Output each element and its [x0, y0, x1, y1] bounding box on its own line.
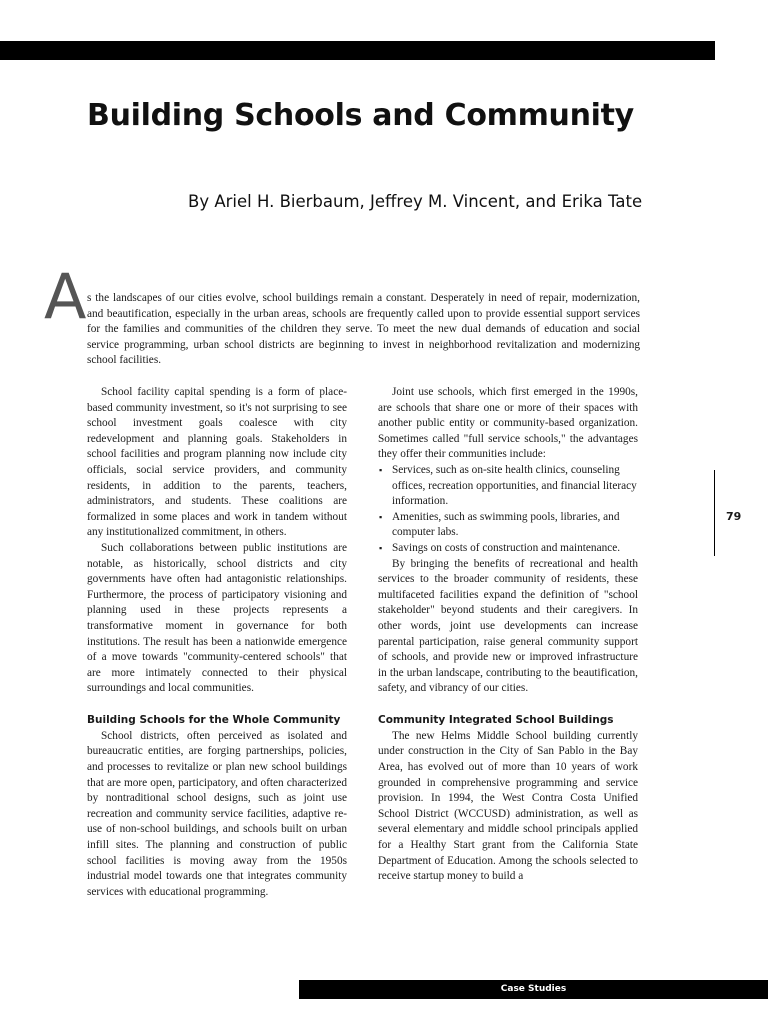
list-item: ▪ Amenities, such as swimming pools, libraries, and computer labs.	[378, 510, 638, 541]
intro-paragraph: s the landscapes of our cities evolve, school buildings remain a constant. Desperately in need of repair, modernization, and beautification, especially in the urban areas, schools are frequently called upon to provide essential support services for the families and communities of the children they serve. To meet the new dual demands of education and social service programming, urban school districts are beginning to invest in neighborhood revitalization and modernizing school facilities.	[87, 292, 640, 367]
left-paragraph-1: School facility capital spending is a form of place-based community investment, so it's not surprising to see school investment goals coalesce with city redevelopment and planning goals. Stakeholders in school facilities and program planning now include city officials, social service providers, and community residents, in addition to the parents, teachers, administrators, and students. These coalitions are formalized in some places and work in tandem without any institutionalized commitment, in others.	[87, 386, 347, 539]
right-column	[378, 385, 638, 885]
section-heading-integrated-buildings: Community Integrated School Buildings	[378, 713, 614, 726]
right-paragraph-2: By bringing the benefits of recreational and health services to the broader community of residents, these multifaceted facilities expand the definition of "school stakeholder" beyond students and their caregivers. In other words, joint use developments can increase parental participation, raise general community support of schools, and provide new or improved infrastructure in the urban landscape, contributing to the beautification, safety, and vibrancy of our cities.	[378, 557, 638, 695]
left-column	[87, 385, 347, 900]
footer-section-label: Case Studies	[299, 980, 768, 999]
page-number: 79	[726, 510, 742, 523]
margin-rule	[714, 470, 715, 556]
right-paragraph-3: The new Helms Middle School building currently under construction in the City of San Pablo in the Bay Area, has evolved out of more than 10 years of work grounded in comprehensive programming and service provision. In 1994, the West Contra Costa Unified School District (WCCUSD) administration, as well as several elementary and middle school principals applied for a Healthy Start grant from the California State Department of Education. Among the schools selected to receive startup money to build a	[378, 729, 638, 883]
section-heading-whole-community: Building Schools for the Whole Community	[87, 713, 341, 726]
advantages-list	[378, 463, 638, 557]
list-item: ▪ Services, such as on-site health clinics, counseling offices, recreation opportunities, and financial literacy information.	[378, 463, 638, 510]
article-byline: By Ariel H. Bierbaum, Jeffrey M. Vincent, and Erika Tate	[188, 192, 643, 211]
top-rule-bar	[0, 41, 715, 60]
list-item: ▪ Savings on costs of construction and maintenance.	[378, 541, 638, 557]
drop-cap: A	[44, 260, 87, 333]
left-paragraph-2: Such collaborations between public institutions are notable, as historically, school districts and city governments have often had antagonistic relationships. Furthermore, the process of participatory visioning and planning used in these projects represents a transformative moment in governance for both institutions. The result has been a nationwide emergence of a move towards "community-centered schools" that are more intimately connected to their physical surroundings and local communities.	[87, 541, 347, 695]
left-paragraph-3: School districts, often perceived as isolated and bureaucratic entities, are forging partnerships, policies, and processes to revitalize or plan new school buildings that are more open, participatory, and often characterized by nontraditional school designs, such as joint use recreation and community service facilities, adaptive re-use of non-school buildings, and schools built on urban infill sites. The planning and construction of public school facilities is moving away from the 1950s industrial model towards one that integrates community services with educational programming.	[87, 729, 347, 898]
article-title: Building Schools and Community	[87, 98, 634, 133]
right-paragraph-1: Joint use schools, which first emerged in the 1990s, are schools that share one or more of their spaces with another public entity or community-based organization. Sometimes called "full service schools," the advantages they offer their communities include:	[378, 386, 638, 461]
